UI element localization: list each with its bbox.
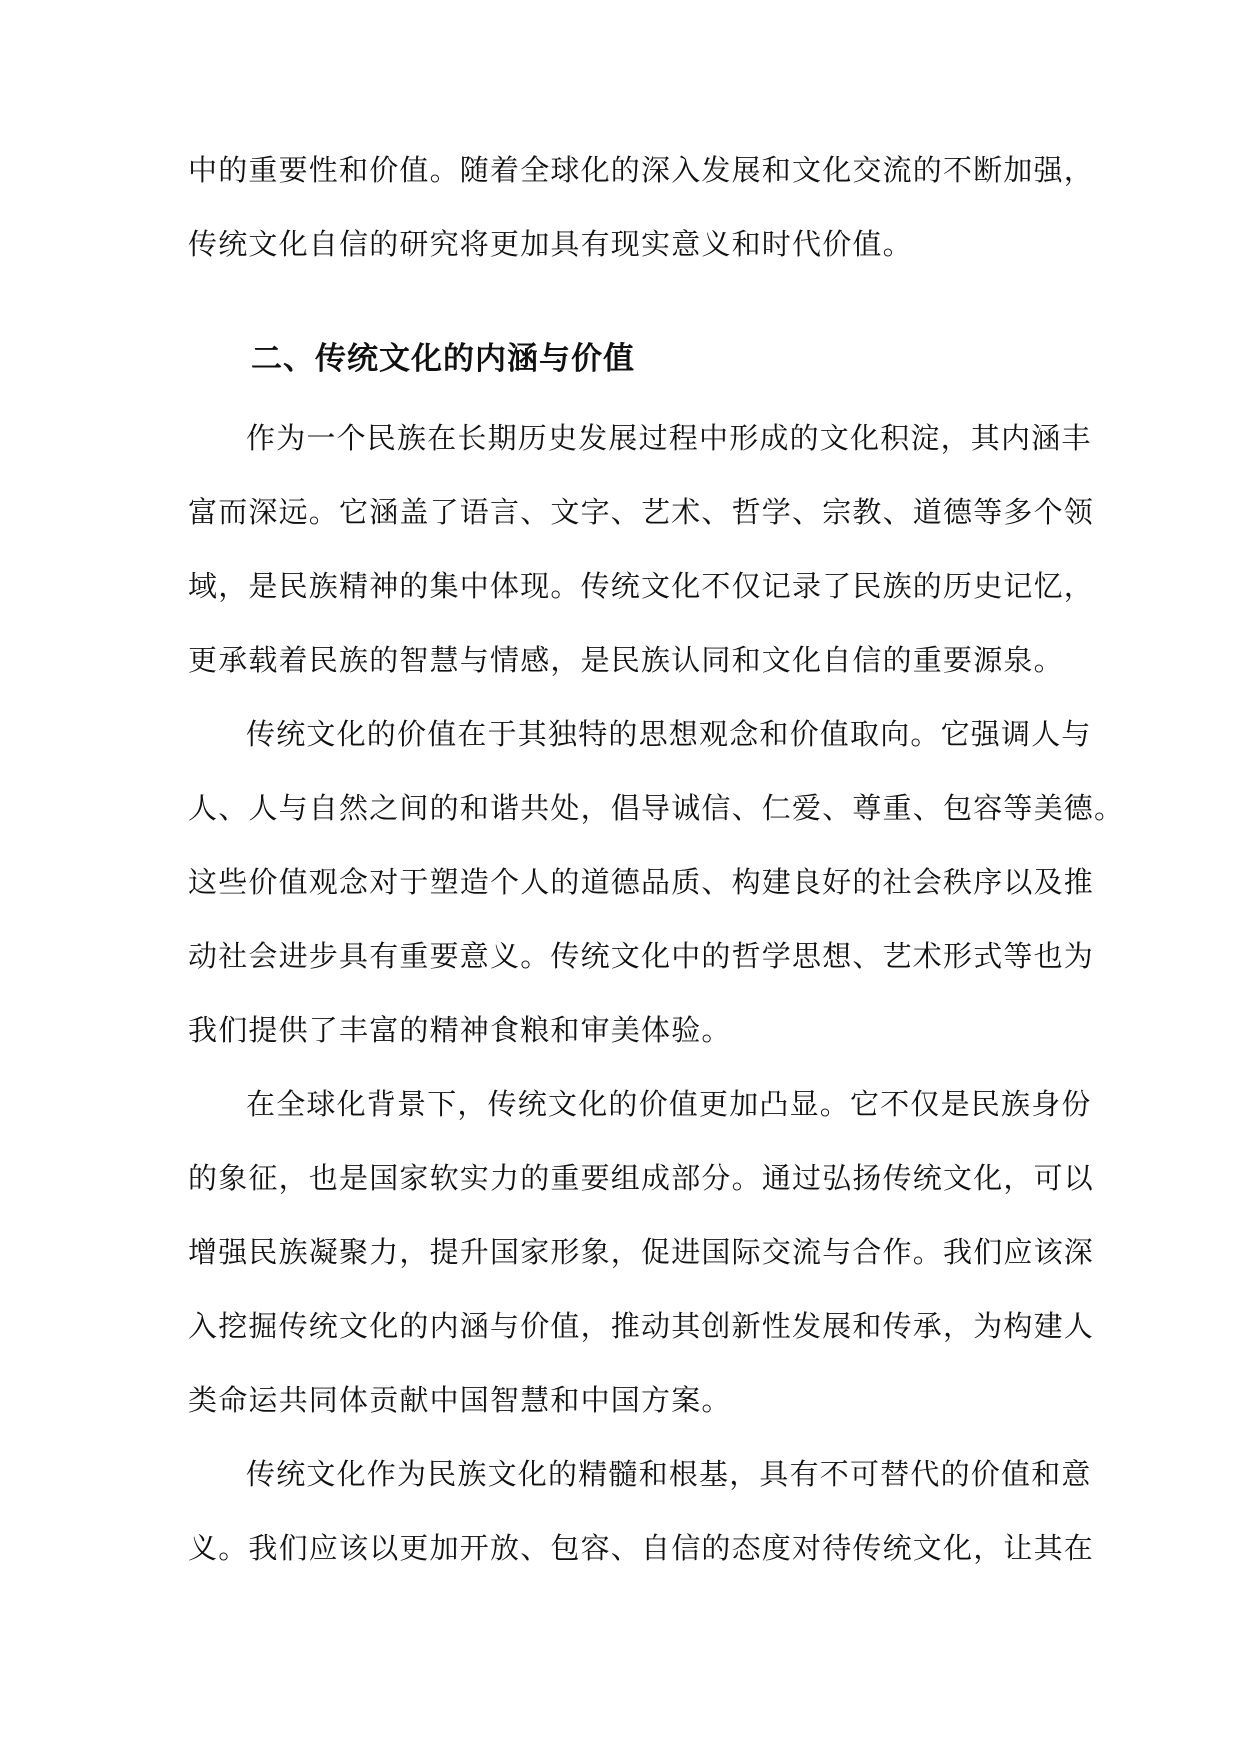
text-line: 动社会进步具有重要意义。传统文化中的哲学思想、艺术形式等也为: [188, 939, 1095, 973]
text-line: 更承载着民族的智慧与情感，是民族认同和文化自信的重要源泉。: [188, 643, 1064, 677]
text-line: 增强民族凝聚力，提升国家形象，促进国际交流与合作。我们应该深: [188, 1235, 1095, 1269]
paragraph-first-line: 传统文化的价值在于其独特的思想观念和价值取向。它强调人与: [246, 717, 1092, 751]
paragraph-first-line: 传统文化作为民族文化的精髓和根基，具有不可替代的价值和意: [246, 1457, 1092, 1491]
text-line: 中的重要性和价值。随着全球化的深入发展和文化交流的不断加强，: [188, 153, 1095, 187]
text-line: 入挖掘传统文化的内涵与价值，推动其创新性发展和传承，为构建人: [188, 1309, 1095, 1343]
paragraph-first-line: 作为一个民族在长期历史发展过程中形成的文化积淀，其内涵丰: [246, 421, 1092, 455]
paragraph-first-line: 在全球化背景下，传统文化的价值更加凸显。它不仅是民族身份: [246, 1087, 1092, 1121]
text-line: 人、人与自然之间的和谐共处，倡导诚信、仁爱、尊重、包容等美德。: [188, 791, 1125, 825]
section-body: [188, 401, 1125, 1585]
text-line: 域，是民族精神的集中体现。传统文化不仅记录了民族的历史记忆，: [188, 569, 1095, 603]
text-line: 富而深远。它涵盖了语言、文字、艺术、哲学、宗教、道德等多个领: [188, 495, 1095, 529]
intro-paragraph: [188, 133, 1095, 281]
text-line: 传统文化自信的研究将更加具有现实意义和时代价值。: [188, 227, 913, 261]
text-line: 我们提供了丰富的精神食粮和审美体验。: [188, 1013, 732, 1047]
text-line: 这些价值观念对于塑造个人的道德品质、构建良好的社会秩序以及推: [188, 865, 1095, 899]
section-heading-block: [188, 322, 1054, 396]
text-line: 类命运共同体贡献中国智慧和中国方案。: [188, 1383, 732, 1417]
section-heading: 二、传统文化的内涵与价值: [251, 341, 635, 377]
text-line: 的象征，也是国家软实力的重要组成部分。通过弘扬传统文化，可以: [188, 1161, 1095, 1195]
text-line: 义。我们应该以更加开放、包容、自信的态度对待传统文化，让其在: [188, 1531, 1095, 1565]
